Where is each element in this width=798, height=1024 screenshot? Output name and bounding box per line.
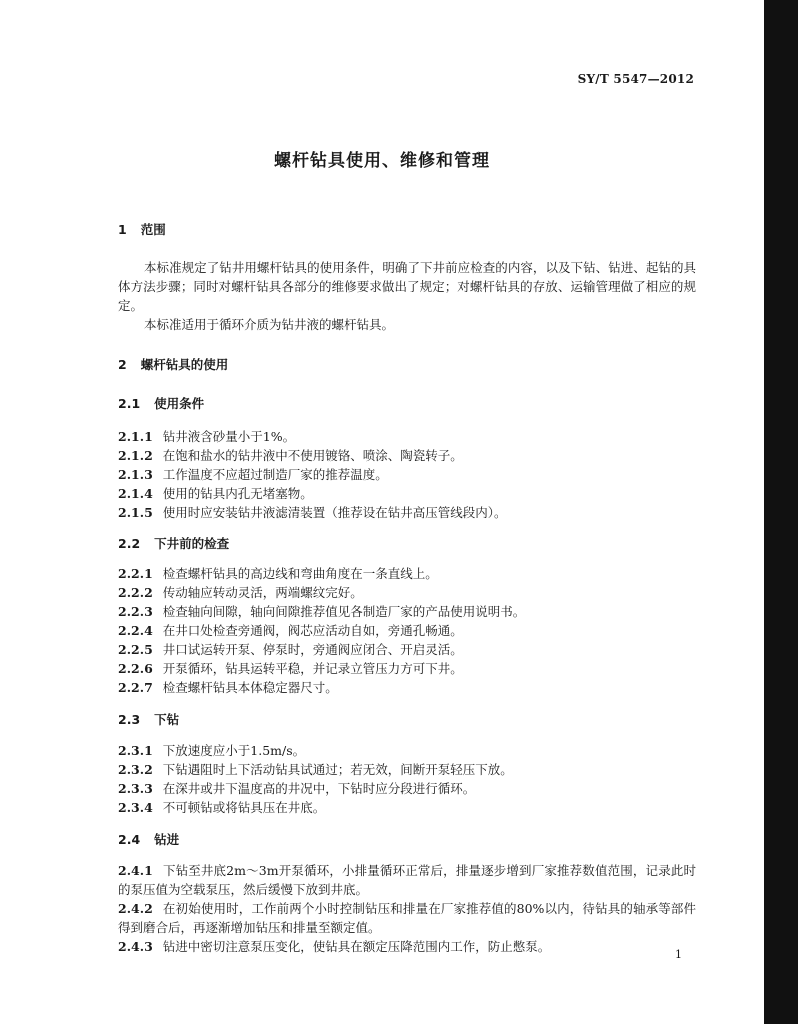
section-title: 范围: [140, 222, 166, 237]
document-title: 螺杆钻具使用、维修和管理: [274, 151, 490, 171]
subsection-2-3-heading: [118, 710, 696, 729]
subsection-number: 2.1: [118, 396, 141, 411]
clause-text: 下钻至井底2m～3m开泵循环，小排量循环正常后，排量逐步增到厂家推荐数值范围，记录此时的泵压值为空载泵压，然后缓慢下放到井底。: [118, 863, 696, 897]
clause-text: 在深井或井下温度高的井况中，下钻时应分段进行循环。: [162, 781, 476, 796]
clause-text: 不可顿钻或将钻具压在井底。: [162, 800, 326, 815]
clause-text: 在井口处检查旁通阀，阀芯应活动自如，旁通孔畅通。: [162, 623, 463, 638]
clause-item: [118, 583, 696, 602]
clause-number: 2.2.5: [118, 642, 153, 657]
subsection-number: 2.3: [118, 712, 141, 727]
clause-number: 2.1.3: [118, 467, 153, 482]
clause-number: 2.3.4: [118, 800, 153, 815]
section-title: 螺杆钻具的使用: [140, 357, 229, 372]
clause-item: [118, 602, 696, 621]
clause-number: 2.2.2: [118, 585, 153, 600]
section-number: 1: [118, 222, 127, 237]
clause-text: 传动轴应转动灵活，两端螺纹完好。: [162, 585, 363, 600]
section-1-heading: [118, 220, 696, 239]
clause-item: [118, 861, 696, 899]
subsection-2-4-heading: [118, 830, 696, 849]
page-number: 1: [675, 948, 682, 961]
standard-code: SY/T 5547—2012: [577, 72, 694, 86]
clause-item: [118, 465, 696, 484]
clause-item: [118, 640, 696, 659]
clause-item: [118, 741, 696, 760]
subsection-number: 2.2: [118, 536, 141, 551]
clause-number: 2.1.4: [118, 486, 153, 501]
document-body: [118, 220, 696, 956]
clause-number: 2.1.5: [118, 505, 153, 520]
clause-number: 2.1.2: [118, 448, 153, 463]
subsection-2-1-heading: [118, 394, 696, 413]
clause-number: 2.2.6: [118, 661, 153, 676]
subsection-2-2-heading: [118, 534, 696, 553]
clause-text: 检查螺杆钻具本体稳定器尺寸。: [162, 680, 338, 695]
section-number: 2: [118, 357, 127, 372]
scan-dark-edge: [764, 0, 798, 1024]
clause-item: [118, 446, 696, 465]
clause-item: [118, 760, 696, 779]
paragraph: 本标准规定了钻井用螺杆钻具的使用条件，明确了下井前应检查的内容，以及下钻、钻进、起钻的具体方法步骤；同时对螺杆钻具各部分的维修要求做出了规定；对螺杆钻具的存放、运输管理做了相应的规定。: [118, 260, 696, 313]
clause-item: [118, 678, 696, 697]
clause-text: 钻井液含砂量小于1%。: [162, 429, 296, 444]
clause-text: 下放速度应小于1.5m/s。: [162, 743, 306, 758]
clause-number: 2.1.1: [118, 429, 153, 444]
subsection-title: 下井前的检查: [154, 536, 230, 551]
clause-number: 2.4.3: [118, 939, 153, 954]
paragraph: 本标准适用于循环介质为钻井液的螺杆钻具。: [144, 317, 395, 332]
clause-text: 检查螺杆钻具的高边线和弯曲角度在一条直线上。: [162, 566, 438, 581]
clause-number: 2.3.1: [118, 743, 153, 758]
clause-number: 2.4.1: [118, 863, 153, 878]
clause-text: 在饱和盐水的钻井液中不使用镀铬、喷涂、陶瓷转子。: [162, 448, 463, 463]
clause-number: 2.2.4: [118, 623, 153, 638]
clause-text: 检查轴向间隙，轴向间隙推荐值见各制造厂家的产品使用说明书。: [162, 604, 526, 619]
clause-item: [118, 659, 696, 678]
clause-text: 工作温度不应超过制造厂家的推荐温度。: [162, 467, 388, 482]
clause-text: 在初始使用时，工作前两个小时控制钻压和排量在厂家推荐值的80%以内，待钻具的轴承等部件得到磨合后，再逐渐增加钻压和排量至额定值。: [118, 901, 696, 935]
clause-number: 2.3.3: [118, 781, 153, 796]
clause-item: [118, 503, 696, 522]
clause-text: 钻进中密切注意泵压变化，使钻具在额定压降范围内工作，防止憋泵。: [162, 939, 551, 954]
clause-item: [118, 937, 696, 956]
clause-text: 使用的钻具内孔无堵塞物。: [162, 486, 313, 501]
clause-text: 井口试运转开泵、停泵时，旁通阀应闭合、开启灵活。: [162, 642, 463, 657]
clause-number: 2.2.3: [118, 604, 153, 619]
subsection-title: 下钻: [154, 712, 180, 727]
clause-item: [118, 779, 696, 798]
clause-item: [118, 621, 696, 640]
clause-text: 使用时应安装钻井液滤清装置（推荐设在钻井高压管线段内）。: [162, 505, 507, 520]
clause-text: 开泵循环，钻具运转平稳，并记录立管压力方可下井。: [162, 661, 463, 676]
clause-number: 2.4.2: [118, 901, 153, 916]
clause-number: 2.2.1: [118, 566, 153, 581]
clause-item: [118, 564, 696, 583]
clause-text: 下钻遇阻时上下活动钻具试通过；若无效，间断开泵轻压下放。: [162, 762, 513, 777]
clause-number: 2.2.7: [118, 680, 153, 695]
clause-item: [118, 484, 696, 503]
clause-item: [118, 427, 696, 446]
subsection-number: 2.4: [118, 832, 141, 847]
subsection-title: 钻进: [154, 832, 180, 847]
subsection-title: 使用条件: [154, 396, 205, 411]
section-2-heading: [118, 355, 696, 374]
clause-item: [118, 798, 696, 817]
clause-item: [118, 899, 696, 937]
clause-number: 2.3.2: [118, 762, 153, 777]
